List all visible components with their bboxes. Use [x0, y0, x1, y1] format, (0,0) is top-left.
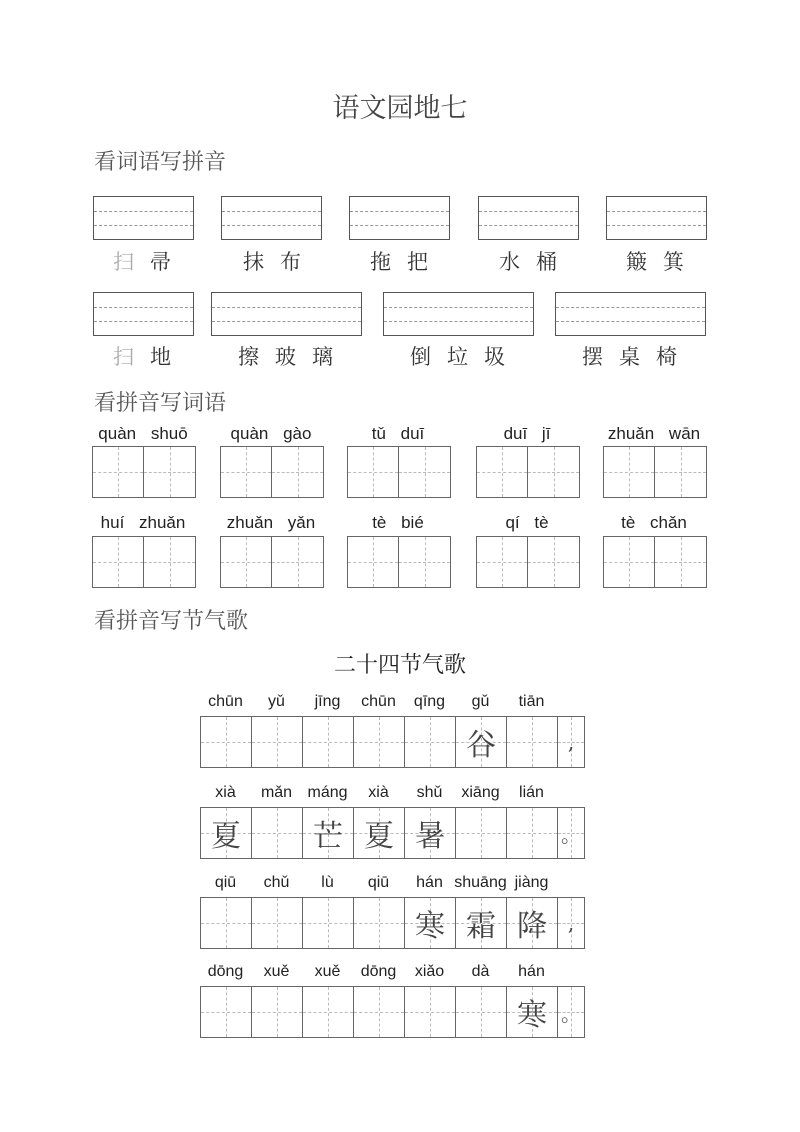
pinyin-answer-box[interactable]: [555, 292, 706, 336]
character-grid: [476, 446, 580, 498]
song-pinyin: qīng: [413, 693, 446, 710]
song-pinyin: yǔ: [268, 693, 285, 710]
character-grid: [347, 536, 451, 588]
character-grid: [92, 536, 196, 588]
song-pinyin: shǔ: [416, 784, 443, 801]
pinyin-answer-box[interactable]: [606, 196, 707, 240]
song-line-grid: [200, 807, 585, 859]
song-pinyin: chūn: [361, 693, 396, 710]
word-label: [113, 341, 187, 371]
character-cell: [507, 987, 558, 1037]
pinyin-answer-box[interactable]: [349, 196, 450, 240]
pinyin-label: duī jī: [503, 424, 551, 443]
word-char-faint: 扫: [113, 250, 150, 274]
song-character: 降: [517, 909, 547, 944]
character-grid: [220, 536, 324, 588]
song-pinyin: tiān: [518, 693, 545, 710]
character-cell[interactable]: [93, 447, 144, 497]
character-cell[interactable]: [399, 447, 450, 497]
character-cell[interactable]: [399, 537, 450, 587]
character-cell[interactable]: [221, 447, 272, 497]
character-cell[interactable]: [405, 987, 456, 1037]
section-heading-write-pinyin: 看词语写拼音: [94, 150, 227, 175]
song-character: 芒: [313, 819, 343, 854]
character-cell[interactable]: [477, 447, 528, 497]
punctuation-cell: [558, 808, 584, 858]
word-label: 抹布: [243, 250, 317, 274]
character-grid: [603, 446, 707, 498]
punctuation-cell: [558, 717, 584, 767]
song-pinyin: chūn: [208, 693, 243, 710]
character-cell: [456, 898, 507, 948]
pinyin-label: tè bié: [372, 513, 424, 532]
pinyin-answer-box[interactable]: [478, 196, 579, 240]
character-cell[interactable]: [201, 987, 252, 1037]
punctuation-cell: [558, 987, 584, 1037]
character-cell[interactable]: [354, 898, 405, 948]
song-pinyin: lù: [321, 874, 334, 891]
song-pinyin: qiū: [214, 874, 237, 891]
pinyin-answer-box[interactable]: [383, 292, 534, 336]
character-grid: [347, 446, 451, 498]
song-line-grid: [200, 716, 585, 768]
song-character: 暑: [415, 819, 445, 854]
word-label: 倒垃圾: [410, 345, 521, 369]
song-pinyin: xià: [215, 784, 236, 801]
word-label: 拖把: [370, 250, 444, 274]
song-pinyin: gǔ: [471, 693, 490, 710]
punctuation-cell: [558, 898, 584, 948]
pinyin-label: zhuǎn yǎn: [226, 513, 316, 532]
song-character: 寒: [415, 909, 445, 944]
character-cell: [507, 898, 558, 948]
character-cell[interactable]: [144, 537, 195, 587]
punctuation-mark: 。: [561, 1001, 581, 1026]
word-char: 地: [150, 345, 187, 369]
song-pinyin: dōng: [360, 963, 397, 980]
character-cell: [201, 808, 252, 858]
character-cell[interactable]: [252, 717, 303, 767]
section-heading-write-words: 看拼音写词语: [94, 391, 227, 416]
song-pinyin: xuě: [314, 963, 341, 980]
pinyin-label: huí zhuǎn: [100, 513, 186, 532]
word-label: 擦玻璃: [238, 345, 349, 369]
word-label: [113, 246, 187, 276]
character-grid: [220, 446, 324, 498]
pinyin-label: qí tè: [505, 513, 549, 532]
pinyin-answer-box[interactable]: [211, 292, 362, 336]
character-cell[interactable]: [201, 717, 252, 767]
character-cell[interactable]: [348, 537, 399, 587]
song-pinyin: shuāng: [454, 874, 507, 891]
character-cell[interactable]: [405, 717, 456, 767]
pinyin-answer-box[interactable]: [93, 196, 194, 240]
character-cell: [354, 808, 405, 858]
song-pinyin: dà: [471, 963, 490, 980]
character-cell[interactable]: [221, 537, 272, 587]
song-line-grid: [200, 986, 585, 1038]
song-pinyin: lián: [519, 784, 544, 801]
character-cell[interactable]: [456, 808, 507, 858]
character-grid: [92, 446, 196, 498]
song-pinyin: xià: [368, 784, 389, 801]
song-pinyin: dōng: [207, 963, 244, 980]
song-pinyin: máng: [307, 784, 348, 801]
song-pinyin: hán: [518, 963, 545, 980]
character-grid: [476, 536, 580, 588]
word-label: 簸箕: [626, 250, 700, 274]
character-cell[interactable]: [201, 898, 252, 948]
word-char-faint: 扫: [113, 345, 150, 369]
punctuation-mark: ,: [567, 730, 575, 754]
character-cell[interactable]: [303, 898, 354, 948]
character-cell[interactable]: [252, 898, 303, 948]
character-cell[interactable]: [348, 447, 399, 497]
character-cell[interactable]: [93, 537, 144, 587]
song-pinyin: mǎn: [260, 784, 293, 801]
song-character: 霜: [466, 909, 496, 944]
word-label: 摆桌椅: [582, 345, 693, 369]
song-character: 寒: [517, 998, 547, 1033]
song-character: 夏: [211, 819, 241, 854]
character-cell: [405, 898, 456, 948]
song-title: 二十四节气歌: [333, 653, 466, 678]
word-label: 水桶: [499, 250, 573, 274]
character-cell[interactable]: [456, 987, 507, 1037]
character-cell[interactable]: [272, 537, 323, 587]
pinyin-label: tè chǎn: [621, 513, 687, 532]
song-pinyin: xuě: [263, 963, 290, 980]
song-pinyin: xiǎo: [414, 963, 445, 980]
song-line-grid: [200, 897, 585, 949]
character-cell: [303, 808, 354, 858]
character-cell[interactable]: [252, 987, 303, 1037]
character-cell[interactable]: [528, 537, 579, 587]
pinyin-label: quàn shuō: [98, 424, 188, 443]
character-cell[interactable]: [604, 537, 655, 587]
character-cell[interactable]: [655, 537, 706, 587]
character-cell[interactable]: [303, 717, 354, 767]
character-cell[interactable]: [507, 717, 558, 767]
word-char: 帚: [150, 250, 187, 274]
character-cell[interactable]: [303, 987, 354, 1037]
character-cell[interactable]: [604, 447, 655, 497]
song-pinyin: jīng: [314, 693, 341, 710]
song-pinyin: xiāng: [461, 784, 500, 801]
pinyin-answer-box[interactable]: [221, 196, 322, 240]
character-cell[interactable]: [528, 447, 579, 497]
song-pinyin: chǔ: [263, 874, 290, 891]
section-heading-write-song: 看拼音写节气歌: [94, 609, 249, 634]
character-cell[interactable]: [477, 537, 528, 587]
song-pinyin: qiū: [367, 874, 390, 891]
character-cell[interactable]: [507, 808, 558, 858]
page-title: 语文园地七: [332, 93, 468, 124]
character-cell[interactable]: [655, 447, 706, 497]
character-cell: [456, 717, 507, 767]
character-grid: [603, 536, 707, 588]
pinyin-label: zhuǎn wān: [607, 424, 701, 443]
pinyin-answer-box[interactable]: [93, 292, 194, 336]
song-pinyin: hán: [416, 874, 443, 891]
song-character: 谷: [466, 728, 496, 763]
character-cell[interactable]: [354, 987, 405, 1037]
character-cell: [405, 808, 456, 858]
character-cell[interactable]: [252, 808, 303, 858]
song-pinyin: jiàng: [514, 874, 549, 891]
punctuation-mark: 。: [561, 822, 581, 847]
character-cell[interactable]: [354, 717, 405, 767]
character-cell[interactable]: [272, 447, 323, 497]
song-character: 夏: [364, 819, 394, 854]
pinyin-label: quàn gào: [230, 424, 312, 443]
character-cell[interactable]: [144, 447, 195, 497]
punctuation-mark: ,: [567, 911, 575, 935]
pinyin-label: tǔ duī: [371, 424, 425, 443]
